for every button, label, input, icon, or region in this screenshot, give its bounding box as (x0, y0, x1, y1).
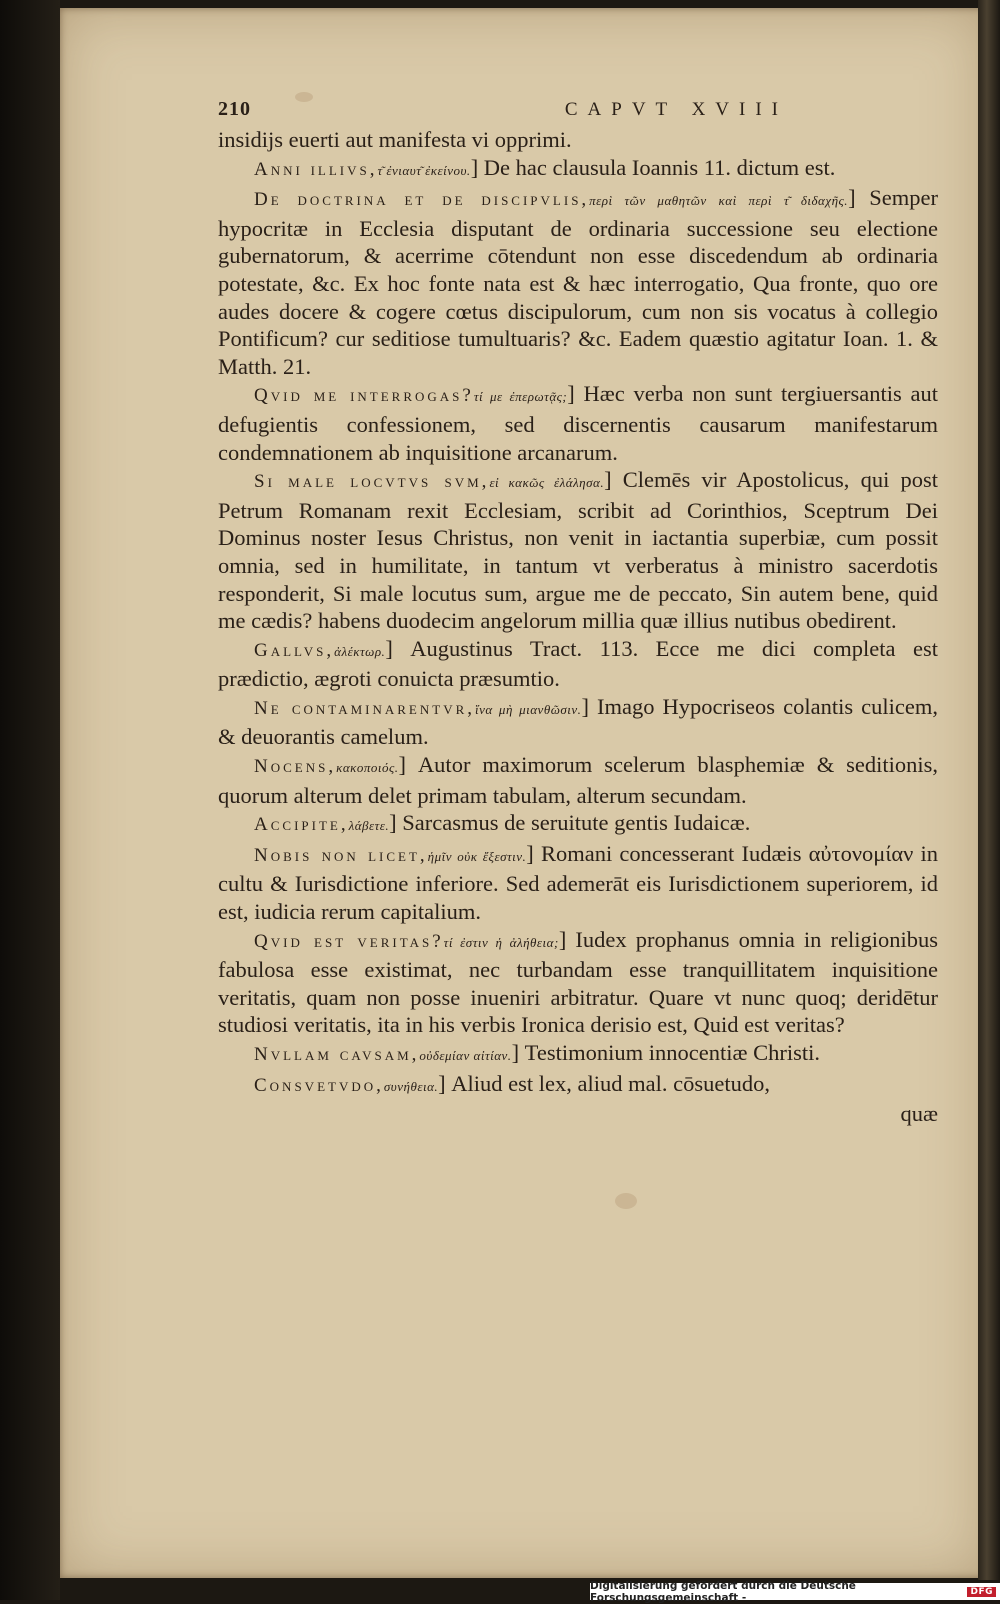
commentary-paragraph (218, 926, 938, 1039)
credit-text: Digitalisierung gefördert durch die Deutsche Forschungsgemeinschaft - (590, 1579, 856, 1604)
greek-lemma: τί με ἐπερωτᾷς; (473, 389, 568, 405)
commentary-text: ] Autor maximorum scelerum blasphemiæ & seditionis, quorum alterum delet primam tabulam, alterum secundam. (218, 752, 938, 808)
commentary-text: ] Iudex prophanus omnia in religionibus fabulosa esse existimat, nec turbandam esse tranquillitatem inquisitione veritatis, quam non posse inueniri arbitratur. Quare vt nunc quoq; deridētur studiosi veritatis, ita in his verbis Ironica derisio est, Quid est veritas? (218, 926, 938, 1038)
commentary-paragraph (218, 184, 938, 380)
digitization-credit (590, 1579, 1000, 1604)
catchword: quæ (900, 1101, 938, 1127)
greek-lemma: περὶ τῶν μαθητῶν καὶ περὶ τ͂ διδαχῆς. (589, 193, 849, 209)
commentary-text: ] Augustinus Tract. 113. Ecce me dici completa est prædictio, ægroti conuicta præsumtio. (218, 635, 938, 692)
page-edge (978, 0, 1000, 1580)
commentary-text: ] Clemēs vir Apostolicus, qui post Petrum Romanam rexit Ecclesiam, scribit ad Corinthios, Sceptrum Dei Dominus noster Iesus Christus, non venit in iactantia superbiæ, cum possit omnia, sed in humilitate, in tantum vt verberatus à ministro sacerdotis responderit, Si male locutus sum, argue me de peccato, Sin autem bene, quid me cædis? habens duodecim angelorum millia quæ illius nutibus obedirent. (218, 467, 938, 634)
commentary-paragraph (218, 693, 938, 751)
lemma: Consvetvdo, (254, 1074, 384, 1096)
commentary-paragraph (218, 466, 938, 635)
commentary-text: ] Sarcasmus de seruitute gentis Iudaicæ. (389, 810, 751, 836)
lemma: De doctrina et de discipvlis, (254, 189, 590, 211)
commentary-text: ] Testimonium innocentiæ Christi. (511, 1040, 820, 1065)
lemma: Gallvs, (254, 639, 335, 661)
lemma: Qvid est veritas? (254, 930, 444, 952)
commentary-paragraph (218, 154, 938, 185)
lemma: Nvllam cavsam, (254, 1044, 420, 1065)
commentary-paragraph (218, 126, 938, 154)
page-header (218, 96, 938, 126)
commentary-paragraph (218, 751, 938, 809)
greek-lemma: ἀλέκτωρ. (334, 643, 386, 659)
page-text (218, 96, 938, 1128)
lemma: Ne contaminarentvr, (254, 697, 476, 719)
commentary-text: ] Hæc verba non sunt tergiuersantis aut defugientis confessionem, sed discernentis causarum manifestarum condemnationem ab inquisitione arcanarum. (218, 381, 938, 465)
lemma: Nobis non licet, (254, 844, 428, 866)
paper-stain (615, 1193, 637, 1209)
lemma: Nocens, (254, 756, 337, 778)
greek-lemma: ἵνα μὴ μιανθῶσιν. (475, 701, 582, 717)
commentary-paragraph (218, 1070, 938, 1101)
lemma: Accipite, (254, 814, 349, 836)
greek-lemma: οὐδεμίαν αἰτίαν. (419, 1048, 512, 1063)
greek-lemma: ἡμῖν οὐκ ἔξεστιν. (427, 848, 527, 864)
commentary-body (218, 126, 938, 1128)
commentary-text: ] De hac clausula Ioannis 11. dictum est. (470, 154, 836, 180)
greek-lemma: συνήθεια. (383, 1078, 439, 1094)
binding-shadow (0, 0, 60, 1600)
dfg-logo: DFG (967, 1587, 996, 1597)
lemma: Qvid me interrogas? (254, 385, 474, 407)
commentary-text: ] Romani concesserant Iudæis αὐτονομίαν in cultu & Iurisdictione inferiore. Sed ademerāt eis Iurisdictionem superiorem, id est, iudicia rerum capitalium. (218, 840, 938, 925)
commentary-paragraph (218, 840, 938, 926)
greek-lemma: κακοποιός. (336, 760, 399, 776)
greek-lemma: λάβετε. (348, 818, 390, 834)
running-title: CAPVT XVIII (564, 99, 788, 120)
commentary-paragraph (218, 809, 938, 840)
folio-number: 210 (218, 98, 251, 120)
commentary-paragraph (218, 1039, 938, 1070)
commentary-paragraph (218, 380, 938, 466)
commentary-text: ] Semper hypocritæ in Ecclesia disputant de ordinaria successione seu electione gubernatorum, & acerrime cōtendunt non esse discedendum ab ordinaria potestate, &c. Ex hoc fonte nata est & hæc interrogatio, Qua fronte, quo ore audes docere & cogere cœtus discipulorum, cum non sis vocatus à collegio Pontificum? cur seditiose tumultuaris? &c. Eadem quæstio agitatur Ioan. 1. & Matth. 21. (218, 185, 938, 379)
commentary-text: insidijs euerti aut manifesta vi opprimi. (218, 127, 572, 152)
commentary-text: ] Aliud est lex, aliud mal. cōsuetudo, (438, 1070, 770, 1096)
lemma: Anni illivs, (254, 158, 378, 180)
commentary-text: ] Imago Hypocriseos colantis culicem, & deuorantis camelum. (218, 693, 938, 750)
greek-lemma: τ͂ ἐνιαυτ͂ ἐκείνου. (377, 162, 471, 178)
commentary-paragraph (218, 635, 938, 693)
greek-lemma: εἰ κακῶς ἐλάλησα. (489, 475, 605, 491)
greek-lemma: τί ἐστιν ἡ ἀλήθεια; (443, 934, 559, 950)
lemma: Si male locvtvs svm, (254, 471, 490, 493)
